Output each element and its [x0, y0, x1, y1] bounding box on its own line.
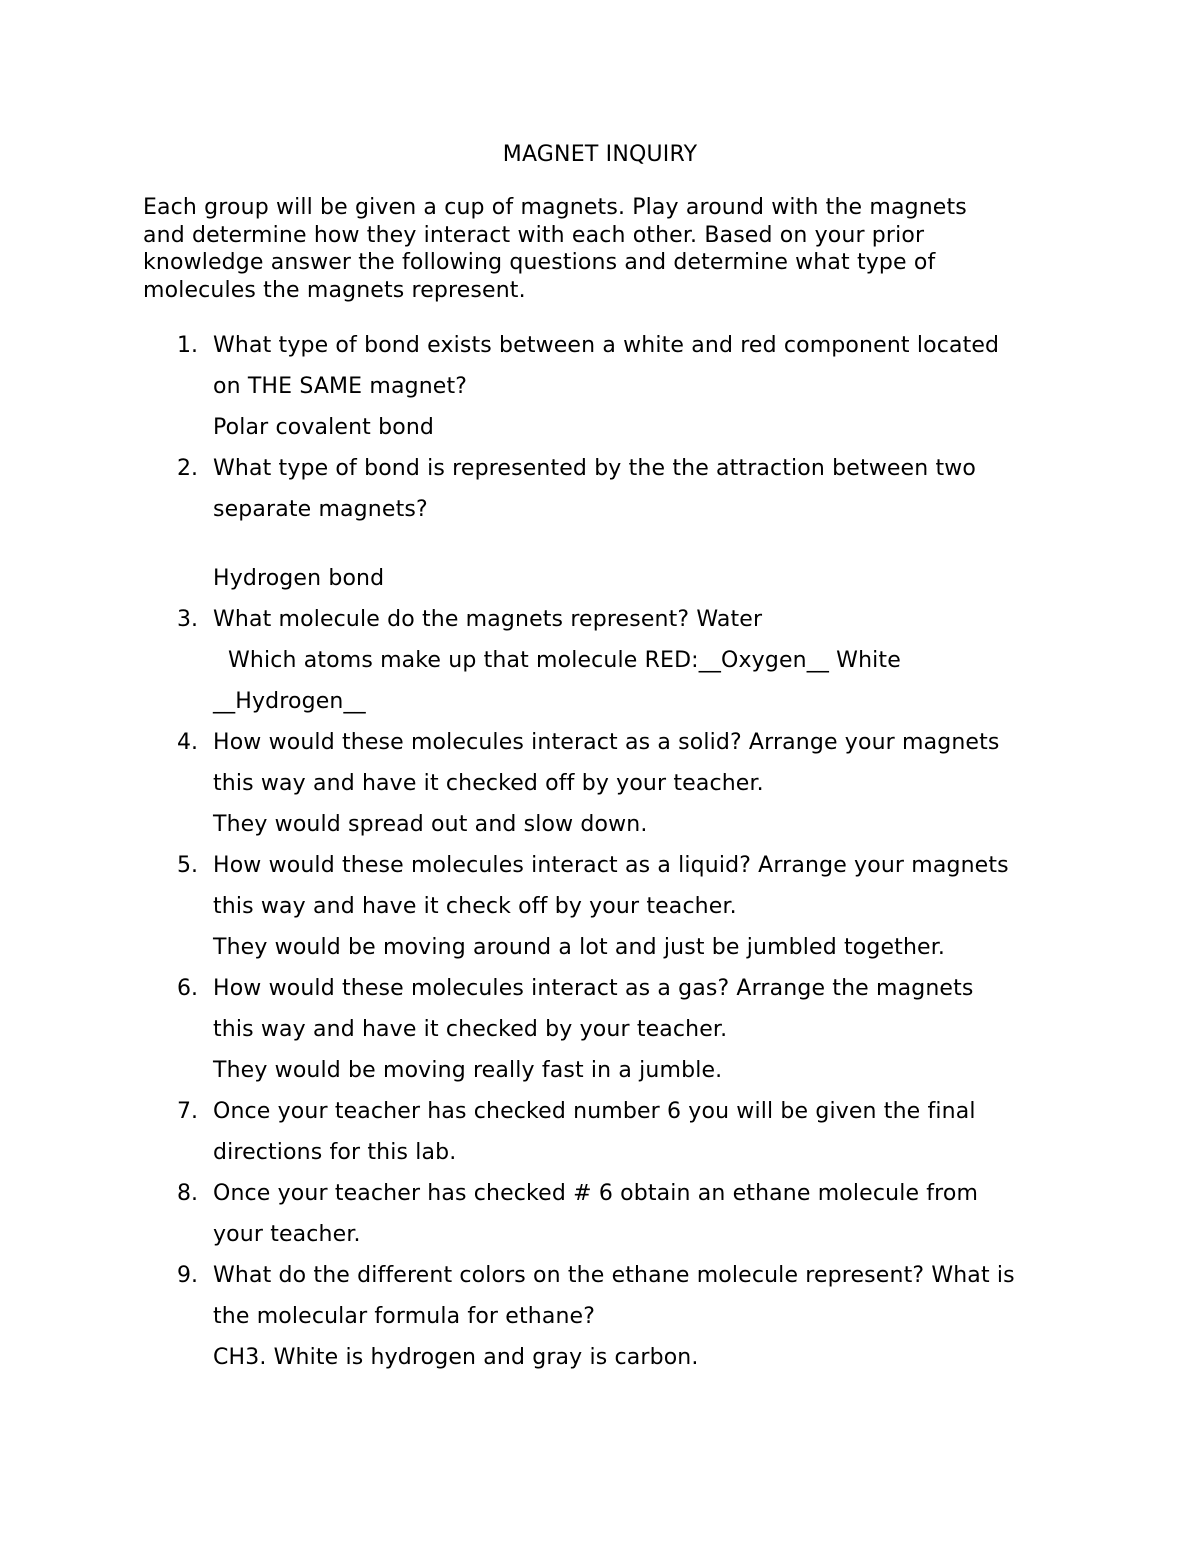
question-text: this way and have it checked off by your teacher.	[213, 771, 764, 796]
question-number: 9.	[177, 1263, 198, 1288]
question-text: What type of bond exists between a white and red component located	[213, 333, 1000, 358]
question-text: How would these molecules interact as a solid? Arrange your magnets	[213, 730, 1000, 755]
answer-text: They would be moving around a lot and just be jumbled together.	[213, 935, 946, 960]
question-number: 5.	[177, 853, 198, 878]
question-number: 4.	[177, 730, 198, 755]
question-number: 8.	[177, 1181, 198, 1206]
question-text: this way and have it check off by your teacher.	[213, 894, 737, 919]
answer-text: Hydrogen bond	[213, 566, 385, 591]
question-number: 2.	[177, 456, 198, 481]
question-number: 6.	[177, 976, 198, 1001]
answer-text: They would be moving really fast in a jumble.	[213, 1058, 723, 1083]
answer-text: __Hydrogen__	[213, 689, 366, 714]
intro-line: knowledge answer the following questions and determine what type of	[143, 250, 936, 275]
intro-line: molecules the magnets represent.	[143, 277, 526, 303]
answer-text: Polar covalent bond	[213, 415, 435, 440]
intro-line: Each group will be given a cup of magnets. Play around with the magnets	[143, 195, 967, 220]
document-title: MAGNET INQUIRY	[502, 142, 698, 167]
question-text: How would these molecules interact as a gas? Arrange the magnets	[213, 976, 974, 1001]
question-text: on THE SAME magnet?	[213, 374, 468, 399]
question-text: Which atoms make up that molecule RED:__Oxygen__ White	[228, 648, 901, 673]
answer-text: They would spread out and slow down.	[213, 812, 648, 837]
answer-text: CH3. White is hydrogen and gray is carbon.	[213, 1345, 699, 1370]
question-number: 3.	[177, 607, 198, 632]
question-text: Once your teacher has checked number 6 you will be given the final	[213, 1099, 976, 1124]
question-number: 7.	[177, 1099, 198, 1124]
question-text: separate magnets?	[213, 497, 428, 522]
intro-line: and determine how they interact with each other. Based on your prior	[143, 222, 925, 248]
question-number: 1.	[177, 333, 198, 358]
question-text: What type of bond is represented by the the attraction between two	[213, 456, 977, 481]
question-text: What do the different colors on the ethane molecule represent? What is	[213, 1263, 1015, 1288]
question-text: What molecule do the magnets represent? Water	[213, 607, 763, 632]
question-text: the molecular formula for ethane?	[213, 1304, 596, 1329]
question-text: Once your teacher has checked # 6 obtain an ethane molecule from	[213, 1181, 979, 1206]
question-text: directions for this lab.	[213, 1140, 457, 1165]
question-text: How would these molecules interact as a liquid? Arrange your magnets	[213, 853, 1009, 878]
question-text: your teacher.	[213, 1222, 361, 1247]
intro-paragraph	[143, 194, 1063, 304]
question-text: this way and have it checked by your teacher.	[213, 1017, 728, 1042]
